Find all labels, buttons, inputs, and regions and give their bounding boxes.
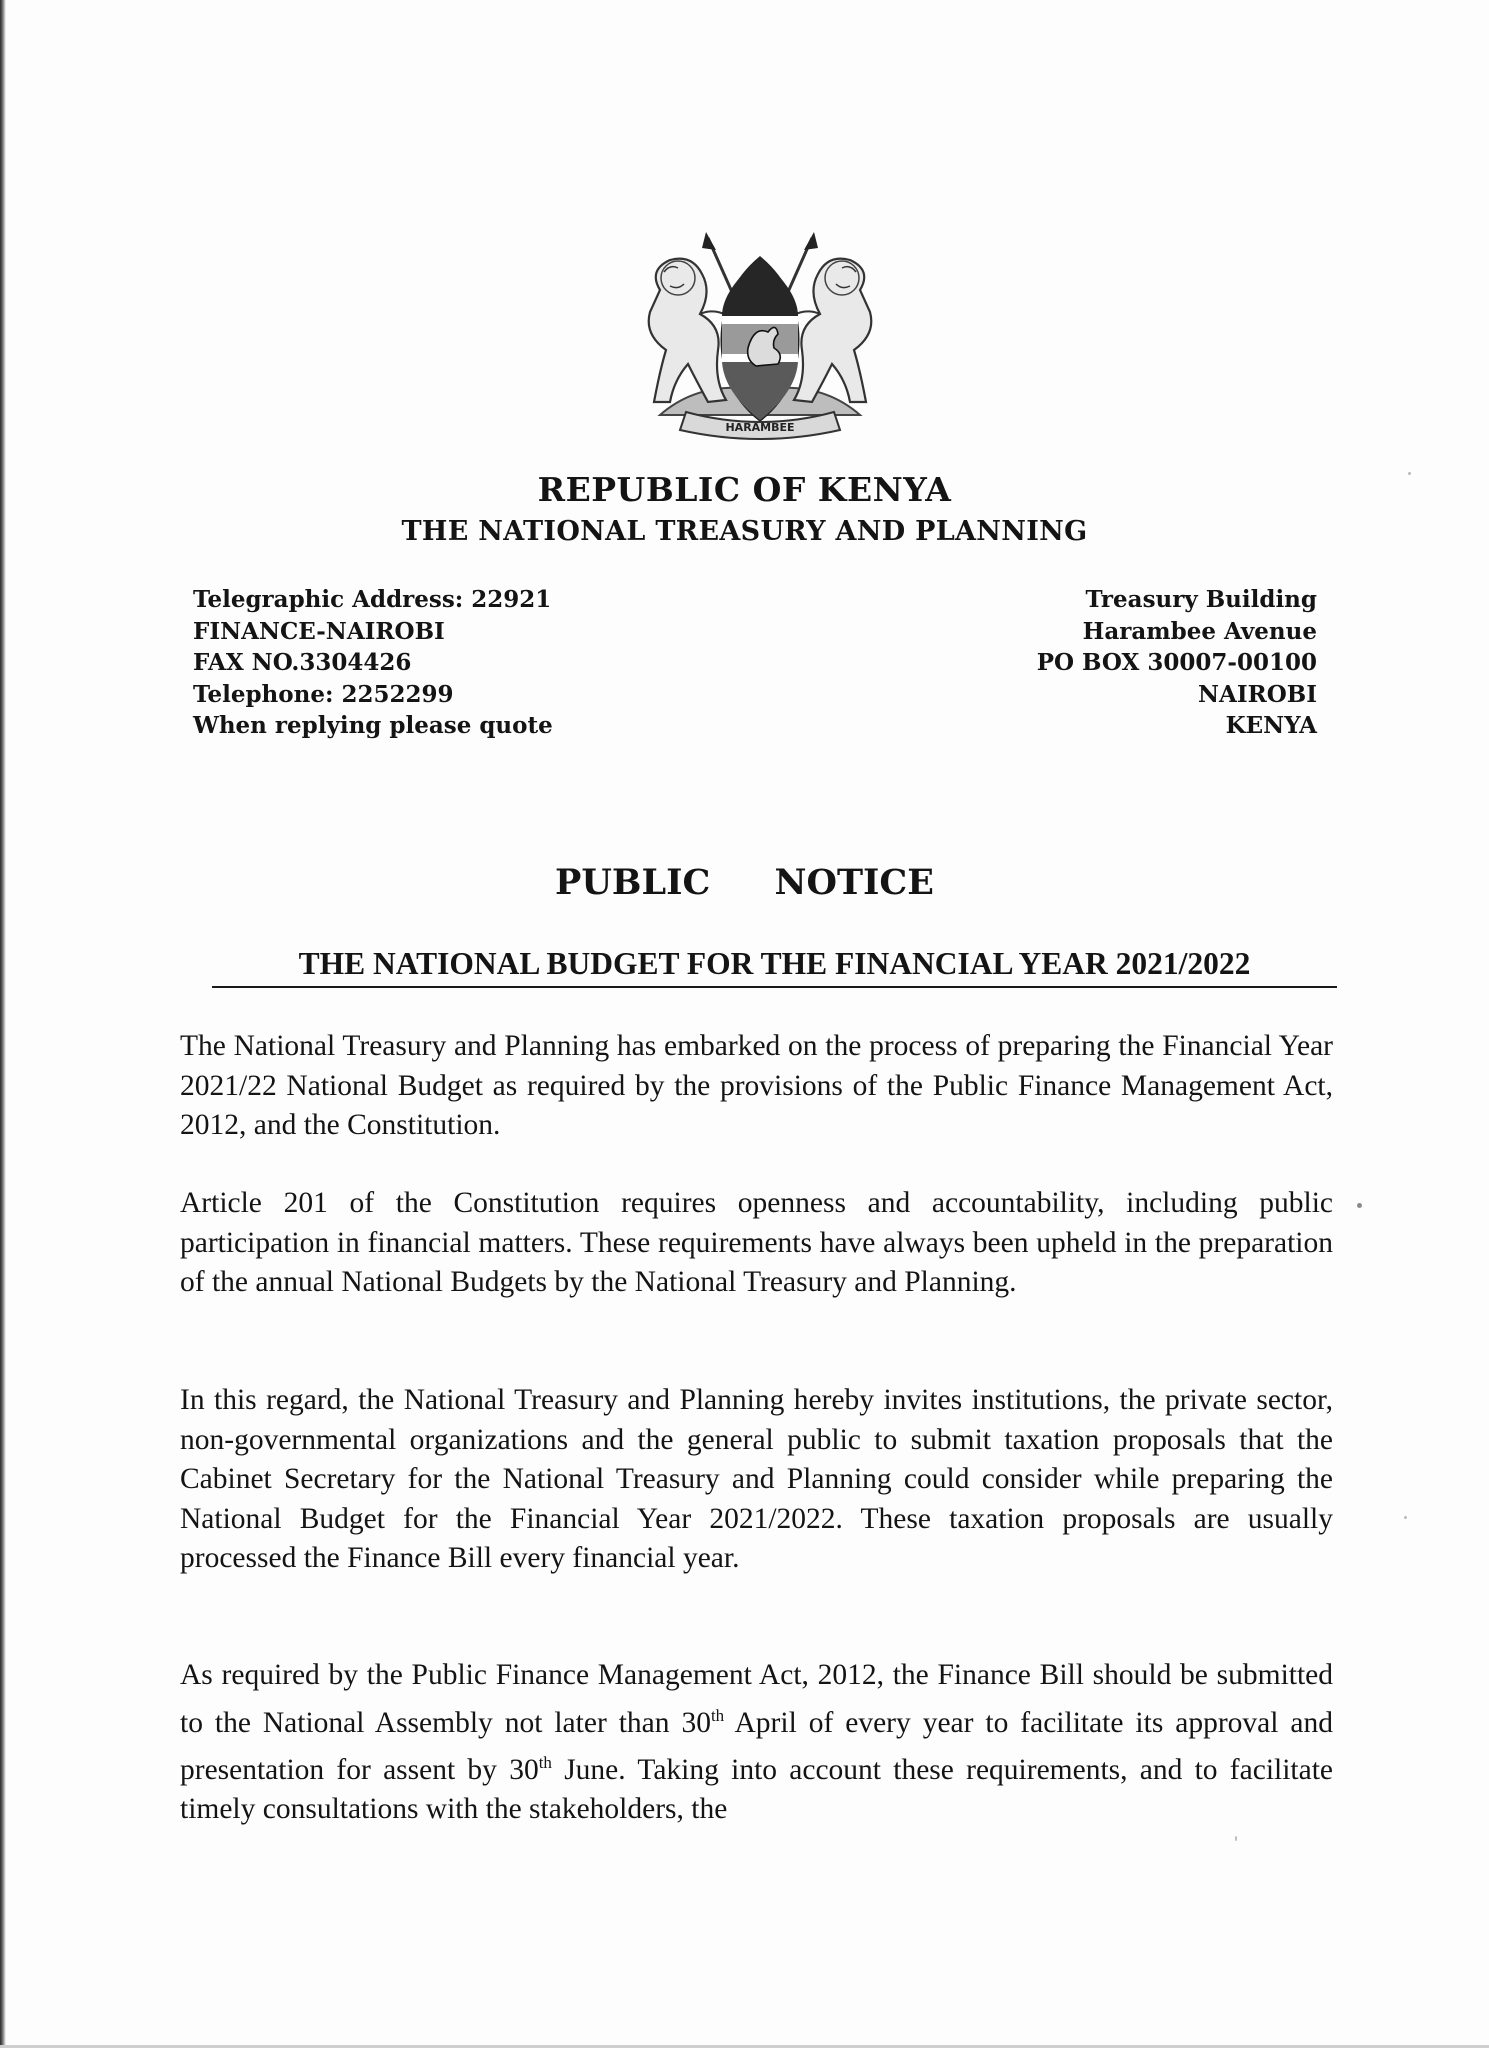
paragraph-1 [180,1027,1333,1185]
public-notice-heading: PUBLIC NOTICE [555,862,934,903]
paragraph-4-text [180,1656,1333,1830]
paragraph-4 [180,1656,1333,1869]
paragraph-1-text: The National Treasury and Planning has embarked on the process of preparing the Financial Year 2021/22 National Budget as required by the provisions of the Public Finance Management Act, 2012, and the Constitution. [180,1030,1333,1141]
scan-speck [1404,1516,1407,1519]
scan-edge [0,0,6,2048]
paragraph-3-text: In this regard, the National Treasury and Planning hereby invites institutions, the private sector, non-governmental organizations and the general public to submit taxation proposals that the Cabinet Secretary for the National Treasury and Planning could consider while preparing the National Budget for the Financial Year 2021/2022. These taxation proposals are usually processed the Finance Bill every financial year. [180,1384,1333,1574]
building-name: Treasury Building [1085,586,1317,613]
p4-sup-2: th [538,1752,552,1772]
telephone-number: Telephone: 2252299 [193,680,454,708]
contact-right-block [1037,584,1317,742]
telegraphic-address: Telegraphic Address: 22921 [193,586,552,613]
street-name: Harambee Avenue [1082,617,1317,645]
budget-subheading: THE NATIONAL BUDGET FOR THE FINANCIAL YEAR 2021/2022 [212,946,1337,988]
kenya-coat-of-arms-icon [630,230,890,445]
scan-speck [1357,1203,1362,1208]
scan-speck [1408,472,1411,475]
p4-part-2: April of every year to facilitate its approval and presentation for assent by 30 [180,1706,1333,1786]
paragraph-3 [180,1381,1333,1618]
telegraphic-name: FINANCE-NAIROBI [193,617,445,645]
scan-speck [1235,1836,1237,1841]
paragraph-2-text: Article 201 of the Constitution requires openness and accountability, including public participation in financial matters. These requirements have always been upheld in the preparation of the annual National Budgets by the National Treasury and Planning. [180,1187,1333,1298]
reply-note: When replying please quote [193,712,553,739]
ministry-title: THE NATIONAL TREASURY AND PLANNING [401,516,1088,547]
republic-title: REPUBLIC OF KENYA [537,470,952,509]
country: KENYA [1225,712,1317,739]
p4-part-1: As required by the Public Finance Management Act, 2012, the Finance Bill should be submitted to the National Assembly not later than 30 [180,1659,1333,1739]
emblem-motto: HARAMBEE [725,421,795,434]
city: NAIROBI [1198,680,1317,708]
p4-part-3: June. Taking into account these requirements, and to facilitate timely consultations with the stakeholders, the [180,1753,1333,1826]
p4-sup-1: th [710,1705,725,1725]
contact-left-block [193,584,553,742]
po-box: PO BOX 30007-00100 [1036,649,1317,676]
fax-number: FAX NO.3304426 [193,649,412,676]
paragraph-2 [180,1184,1333,1342]
